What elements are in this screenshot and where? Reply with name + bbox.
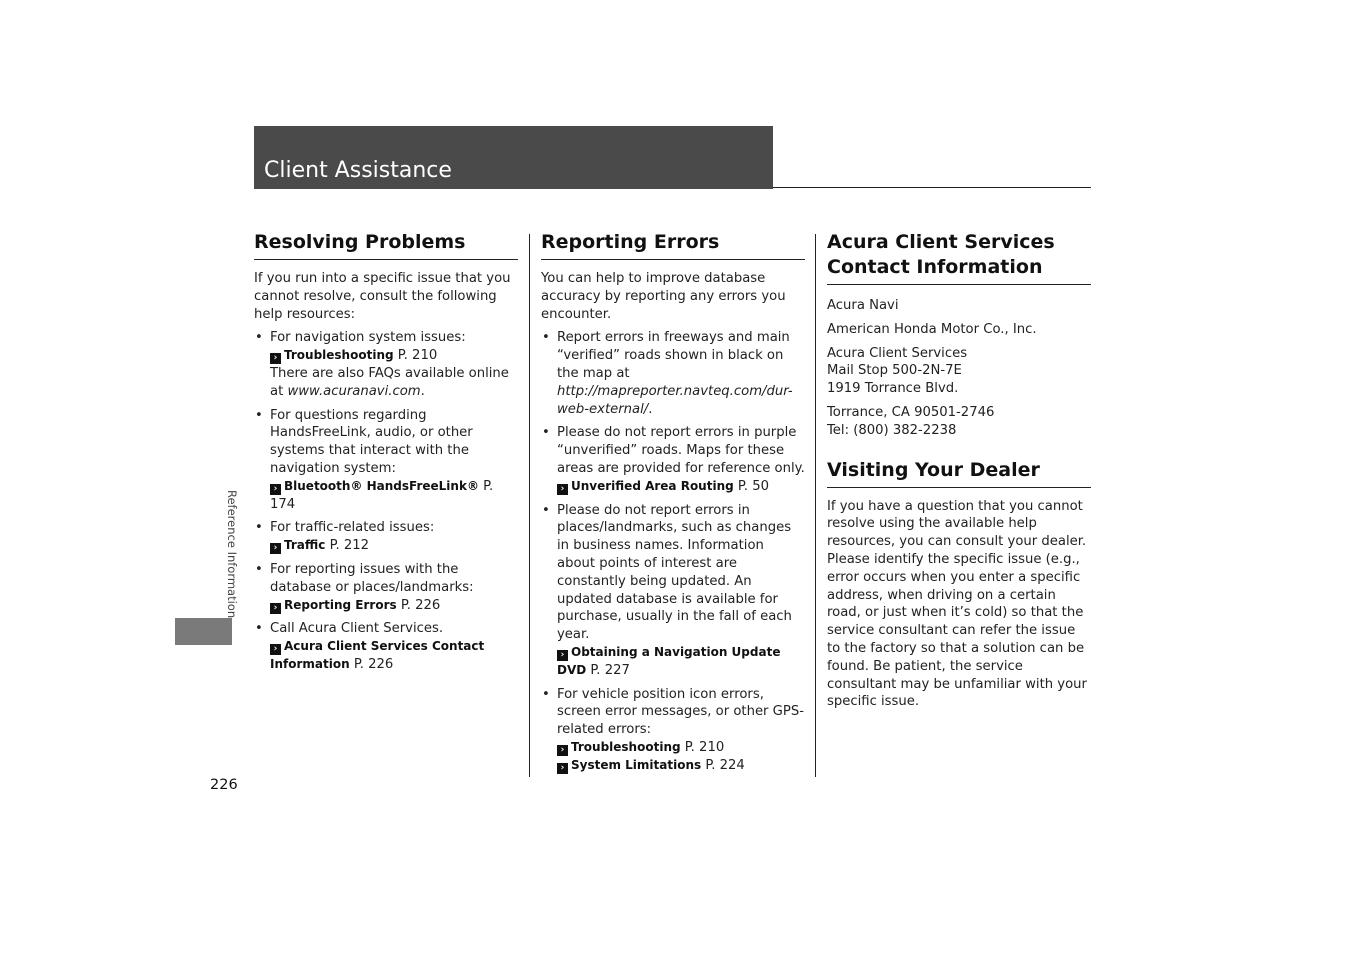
reporting-errors-section xyxy=(541,230,805,781)
reporting-heading: Reporting Errors xyxy=(541,230,805,260)
cross-reference-link[interactable]: › Acura Client Services Contact Information P. 226 xyxy=(270,639,485,672)
list-item: • Please do not report errors in places/landmarks, such as changes in business names. Information about points of interest are constantly being updated. An updated database is available for purchase, usually in the fall of each year. › Obtaining a Navigation Update DVD P. 227 xyxy=(541,502,805,680)
list-item: • Report errors in freeways and main “verified” roads shown in black on the map at http://mapreporter.navteq.com/dur-web-external/. xyxy=(541,329,805,418)
dealer-heading: Visiting Your Dealer xyxy=(827,458,1091,488)
reference-arrow-icon: › xyxy=(557,745,568,756)
list-item: • For reporting issues with the database or places/landmarks: › Reporting Errors P. 226 xyxy=(254,561,518,614)
side-tab-marker xyxy=(175,618,232,645)
list-item: • For navigation system issues: › Troubleshooting P. 210 There are also FAQs available online at www.acuranavi.com. xyxy=(254,329,518,400)
reference-arrow-icon: › xyxy=(557,763,568,774)
cross-reference-link[interactable]: › Troubleshooting P. 210 xyxy=(557,739,805,757)
title-rule xyxy=(773,187,1091,188)
contact-address: Acura Navi American Honda Motor Co., Inc. Acura Client Services Mail Stop 500-2N-7E 1919 Torrance Blvd. Torrance, CA 90501-2746 Tel: (800) 382-2238 xyxy=(827,298,1037,438)
reference-arrow-icon: › xyxy=(557,650,568,661)
cross-reference-link[interactable]: › Bluetooth® HandsFreeLink® P. 174 xyxy=(270,478,494,512)
mapreporter-link[interactable]: http://mapreporter.navteq.com/dur-web-external/ xyxy=(557,383,793,417)
dealer-text: If you have a question that you cannot resolve using the available help resources, you can consult your dealer. Please identify the specific issue (e.g., error occurs when you enter a specific address, when driving on a certain road, or just when it’s cold) so that the service consultant can refer the issue to the factory so that a solution can be found. Be patient, the service consultant may be unfamiliar with your specific issue. xyxy=(827,498,1087,710)
reference-arrow-icon: › xyxy=(557,484,568,495)
reference-arrow-icon: › xyxy=(270,484,281,495)
contact-section xyxy=(827,230,1091,717)
reference-arrow-icon: › xyxy=(270,353,281,364)
cross-reference-link[interactable]: › Troubleshooting P. 210 xyxy=(270,347,518,365)
reference-arrow-icon: › xyxy=(270,543,281,554)
cross-reference-link[interactable]: › Traffic P. 212 xyxy=(270,537,518,555)
website-link[interactable]: www.acuranavi.com xyxy=(287,383,421,399)
list-item: • For vehicle position icon errors, screen error messages, or other GPS-related errors: › Troubleshooting P. 210 › System Limitations P. 224 xyxy=(541,686,805,775)
resolving-list xyxy=(254,329,518,673)
column-divider-2 xyxy=(815,234,816,777)
contact-heading: Acura Client Services Contact Information xyxy=(827,230,1091,285)
page-number: 226 xyxy=(210,777,238,793)
column-divider-1 xyxy=(529,234,530,777)
list-item: • For questions regarding HandsFreeLink, audio, or other systems that interact with the navigation system: › Bluetooth® HandsFreeLink® P. 174 xyxy=(254,407,518,514)
list-item: • Call Acura Client Services. › Acura Client Services Contact Information P. 226 xyxy=(254,620,518,673)
list-item: • Please do not report errors in purple “unverified” roads. Maps for these areas are provided for reference only. › Unverified Area Routing P. 50 xyxy=(541,424,805,495)
cross-reference-link[interactable]: › Unverified Area Routing P. 50 xyxy=(557,478,805,496)
page-title: Client Assistance xyxy=(264,158,452,183)
reference-arrow-icon: › xyxy=(270,644,281,655)
cross-reference-link[interactable]: › Reporting Errors P. 226 xyxy=(270,597,518,615)
resolving-problems-section xyxy=(254,230,518,680)
page-title-bar xyxy=(254,126,773,189)
reporting-intro: You can help to improve database accuracy by reporting any errors you encounter. xyxy=(541,271,786,322)
resolving-heading: Resolving Problems xyxy=(254,230,518,260)
reference-arrow-icon: › xyxy=(270,603,281,614)
cross-reference-link[interactable]: › System Limitations P. 224 xyxy=(557,757,805,775)
phone-number: Tel: (800) 382-2238 xyxy=(827,422,957,438)
reporting-list xyxy=(541,329,805,774)
side-tab-label: Reference Information xyxy=(225,490,239,619)
list-item: • For traffic-related issues: › Traffic P. 212 xyxy=(254,519,518,555)
resolving-intro: If you run into a specific issue that you cannot resolve, consult the following help resources: xyxy=(254,271,511,322)
cross-reference-link[interactable]: › Obtaining a Navigation Update DVD P. 227 xyxy=(557,644,781,678)
